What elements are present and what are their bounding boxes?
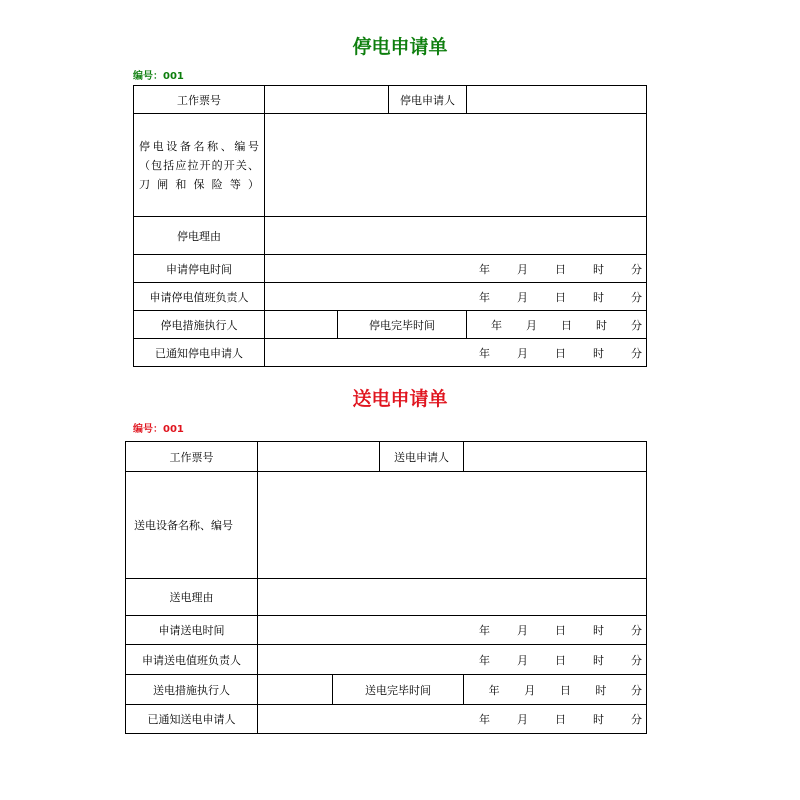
notified-applicant-label: 已通知送电申请人 <box>126 705 258 734</box>
ticket-number-label: 工作票号 <box>126 442 258 472</box>
month-unit: 月 <box>517 262 528 276</box>
year-unit: 年 <box>479 290 490 304</box>
power-outage-form-serial: 编号：001 <box>133 71 184 82</box>
reason-field[interactable] <box>265 217 647 255</box>
day-unit: 日 <box>555 653 566 667</box>
duty-officer-field[interactable] <box>265 283 647 311</box>
hour-unit: 时 <box>593 624 604 637</box>
minute-unit: 分 <box>631 346 642 360</box>
month-unit: 月 <box>526 318 537 332</box>
minute-unit: 分 <box>631 624 642 637</box>
equipment-field[interactable] <box>265 114 647 217</box>
apply-time-field[interactable] <box>258 616 647 645</box>
ticket-number-field[interactable] <box>258 442 380 472</box>
reason-label: 送电理由 <box>126 579 258 616</box>
minute-unit: 分 <box>631 653 642 667</box>
notified-applicant-field[interactable] <box>258 705 647 734</box>
month-unit: 月 <box>517 653 528 667</box>
power-outage-form-title: 停电申请单 <box>352 36 448 58</box>
day-unit: 日 <box>555 624 566 637</box>
ticket-number-label: 工作票号 <box>134 86 265 114</box>
year-unit: 年 <box>479 346 490 360</box>
year-unit: 年 <box>479 624 490 637</box>
reason-field[interactable] <box>258 579 647 616</box>
month-unit: 月 <box>517 346 528 360</box>
duty-officer-label: 申请停电值班负责人 <box>134 283 265 311</box>
applicant-label: 停电申请人 <box>389 86 467 114</box>
notified-applicant-label: 已通知停电申请人 <box>134 339 265 367</box>
hour-unit: 时 <box>593 262 604 276</box>
equipment-label: 送电设备名称、编号 <box>126 472 258 579</box>
ticket-number-field[interactable] <box>265 86 389 114</box>
power-restore-form-serial: 编号：001 <box>133 424 184 435</box>
power-restore-form-title: 送电申请单 <box>352 388 448 410</box>
minute-unit: 分 <box>631 683 642 697</box>
minute-unit: 分 <box>631 262 642 276</box>
hour-unit: 时 <box>593 346 604 360</box>
applicant-label: 送电申请人 <box>380 442 464 472</box>
year-unit: 年 <box>488 683 500 697</box>
day-unit: 日 <box>555 713 566 726</box>
month-unit: 月 <box>517 624 528 637</box>
year-unit: 年 <box>491 318 502 332</box>
apply-time-label: 申请停电时间 <box>134 255 265 283</box>
day-unit: 日 <box>555 346 566 360</box>
power-outage-form-table <box>133 85 647 367</box>
hour-unit: 时 <box>593 713 604 726</box>
equipment-field[interactable] <box>258 472 647 579</box>
applicant-field[interactable] <box>467 86 647 114</box>
duty-officer-label: 申请送电值班负责人 <box>126 645 258 675</box>
hour-unit: 时 <box>595 683 607 697</box>
reason-label: 停电理由 <box>134 217 265 255</box>
apply-time-label: 申请送电时间 <box>126 616 258 645</box>
apply-time-field[interactable] <box>265 255 647 283</box>
finish-time-field[interactable] <box>464 675 647 705</box>
executor-field[interactable] <box>265 311 338 339</box>
minute-unit: 分 <box>631 318 642 332</box>
finish-time-label: 送电完毕时间 <box>333 675 464 705</box>
finish-time-label: 停电完毕时间 <box>338 311 467 339</box>
year-unit: 年 <box>479 653 490 667</box>
executor-label: 停电措施执行人 <box>134 311 265 339</box>
day-unit: 日 <box>559 683 571 697</box>
executor-field[interactable] <box>258 675 333 705</box>
power-restore-form-table <box>125 441 647 734</box>
month-unit: 月 <box>524 683 536 697</box>
minute-unit: 分 <box>631 290 642 304</box>
day-unit: 日 <box>555 262 566 276</box>
equipment-label: 停电设备名称、编号（包括应拉开的开关、刀闸和保险等） <box>134 114 265 217</box>
executor-label: 送电措施执行人 <box>126 675 258 705</box>
hour-unit: 时 <box>596 318 607 332</box>
minute-unit: 分 <box>631 713 642 726</box>
hour-unit: 时 <box>593 653 604 667</box>
day-unit: 日 <box>561 318 572 332</box>
notified-applicant-field[interactable] <box>265 339 647 367</box>
finish-time-field[interactable] <box>467 311 647 339</box>
month-unit: 月 <box>517 713 528 726</box>
duty-officer-field[interactable] <box>258 645 647 675</box>
year-unit: 年 <box>479 262 490 276</box>
month-unit: 月 <box>517 290 528 304</box>
day-unit: 日 <box>555 290 566 304</box>
hour-unit: 时 <box>593 290 604 304</box>
year-unit: 年 <box>479 713 490 726</box>
applicant-field[interactable] <box>464 442 647 472</box>
